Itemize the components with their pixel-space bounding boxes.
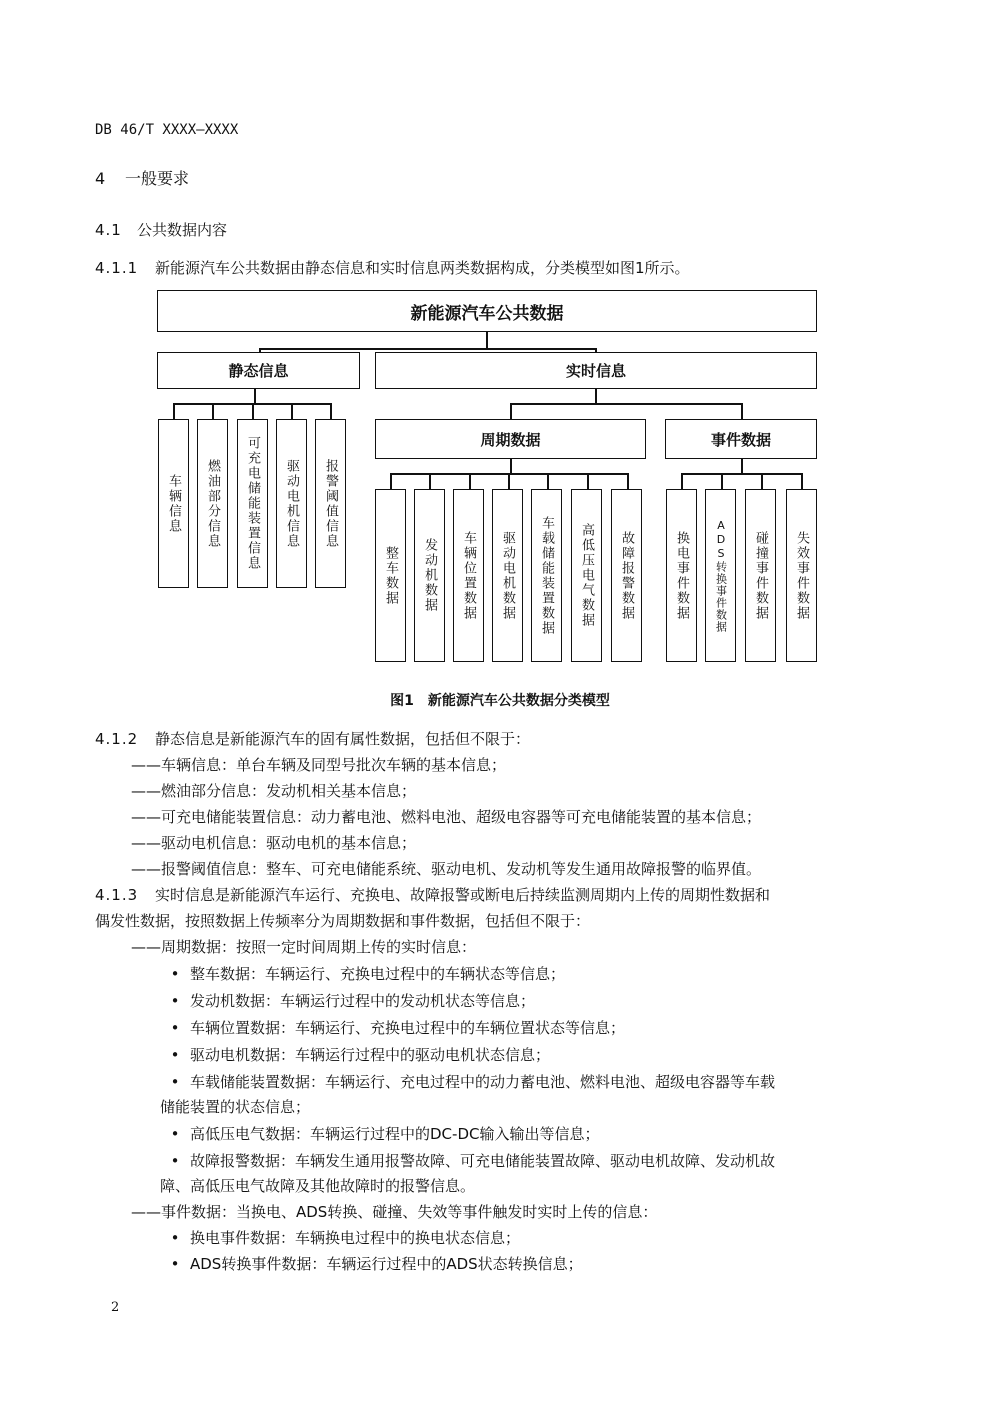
periodic-leaf: 高低压电气数据 [571,489,602,662]
connector [510,459,512,473]
connector [681,473,802,475]
connector [173,403,175,419]
paragraph-continuation: 偶发性数据，按照数据上传频率分为周期数据和事件数据，包括但不限于： [95,912,591,930]
connector [390,473,392,489]
periodic-leaf: 故障报警数据 [611,489,642,662]
static-leaf: 驱动电机信息 [276,419,307,588]
section-title: 公共数据内容 [137,221,228,239]
document-code: DB 46/T XXXX—XXXX [95,122,239,138]
bullet-item: • 驱动电机数据：车辆运行过程中的驱动电机状态信息； [170,1046,551,1064]
connector [429,473,431,489]
list-item: ——驱动电机信息：驱动电机的基本信息； [131,834,417,852]
paragraph-4-1-3 [95,883,770,907]
bullet-item: • 高低压电气数据：车辆运行过程中的DC-DC输入输出等信息； [170,1125,600,1143]
section-title: 一般要求 [125,169,190,188]
bullet-item: • 车载储能装置数据：车辆运行、充电过程中的动力蓄电池、燃料电池、超级电容器等车载 [170,1073,776,1091]
connector [761,473,763,489]
figure-caption: 图1 新能源汽车公共数据分类模型 [390,693,610,709]
section-number: 4.1 [95,221,122,239]
connector [486,332,488,348]
connector [721,473,723,489]
bullet-item: • 发动机数据：车辆运行过程中的发动机状态等信息； [170,992,536,1010]
page-number: 2 [111,1300,120,1315]
periodic-leaf: 车载储能装置数据 [531,489,562,662]
event-leaf: ADS转换事件数据 [705,489,736,662]
list-item: ——燃油部分信息：发动机相关基本信息； [131,782,417,800]
connector [252,403,254,419]
periodic-leaf: 整车数据 [375,489,406,662]
bullet-item: • 整车数据：车辆运行、充换电过程中的车辆状态等信息； [170,965,566,983]
periodic-leaf: 车辆位置数据 [453,489,484,662]
connector [212,403,214,419]
root-node: 新能源汽车公共数据 [157,290,817,332]
static-leaf: 可充电储能装置信息 [237,419,268,588]
connector [587,473,589,489]
clause-text: 新能源汽车公共数据由静态信息和实时信息两类数据构成，分类模型如图1所示。 [155,259,690,277]
bullet-item: • 换电事件数据：车辆换电过程中的换电状态信息； [170,1229,521,1247]
paragraph-4-1-2 [95,727,530,751]
list-item: ——周期数据：按照一定时间周期上传的实时信息： [131,938,477,956]
periodic-data-node: 周期数据 [375,419,646,459]
list-item: ——车辆信息：单台车辆及同型号批次车辆的基本信息； [131,756,507,774]
event-leaf: 碰撞事件数据 [745,489,776,662]
static-leaf: 燃油部分信息 [197,419,228,588]
section-number: 4 [95,169,107,188]
connector [510,403,512,419]
connector [801,473,803,489]
clause-number: 4.1.1 [95,259,139,277]
connector [595,389,597,403]
section-4-heading [95,166,189,189]
bullet-item-continuation: 储能装置的状态信息； [160,1098,311,1116]
connector [259,348,596,350]
realtime-info-node: 实时信息 [375,352,817,389]
connector [627,473,629,489]
clause-text: 实时信息是新能源汽车运行、充换电、故障报警或断电后持续监测周期内上传的周期性数据和 [155,886,771,904]
connector [469,473,471,489]
connector [254,389,256,403]
event-leaf: 换电事件数据 [666,489,697,662]
clause-number: 4.1.2 [95,730,139,748]
connector [291,403,293,419]
bullet-item: • 车辆位置数据：车辆运行、充换电过程中的车辆位置状态等信息； [170,1019,626,1037]
connector [510,403,742,405]
periodic-leaf: 驱动电机数据 [492,489,523,662]
section-4-1-heading [95,219,227,240]
static-leaf: 报警阈值信息 [315,419,346,588]
connector [741,403,743,419]
periodic-leaf: 发动机数据 [414,489,445,662]
static-leaf: 车辆信息 [158,419,189,588]
event-leaf: 失效事件数据 [786,489,817,662]
clause-text: 静态信息是新能源汽车的固有属性数据，包括但不限于： [155,730,531,748]
connector [681,473,683,489]
connector [508,473,510,489]
connector [330,403,332,419]
connector [741,459,743,473]
paragraph-4-1-1 [95,256,690,280]
static-info-node: 静态信息 [157,352,360,389]
bullet-item: • ADS转换事件数据：车辆运行过程中的ADS状态转换信息； [170,1255,583,1273]
bullet-item-continuation: 障、高低压电气故障及其他故障时的报警信息。 [160,1177,476,1195]
clause-number: 4.1.3 [95,886,139,904]
bullet-item: • 故障报警数据：车辆发生通用报警故障、可充电储能装置故障、驱动电机故障、发动机故 [170,1152,776,1170]
list-item: ——事件数据：当换电、ADS转换、碰撞、失效等事件触发时实时上传的信息： [131,1203,658,1221]
list-item: ——报警阈值信息：整车、可充电储能系统、驱动电机、发动机等发生通用故障报警的临界值。 [131,860,762,878]
list-item: ——可充电储能装置信息：动力蓄电池、燃料电池、超级电容器等可充电储能装置的基本信息； [131,808,762,826]
connector [547,473,549,489]
event-data-node: 事件数据 [665,419,817,459]
